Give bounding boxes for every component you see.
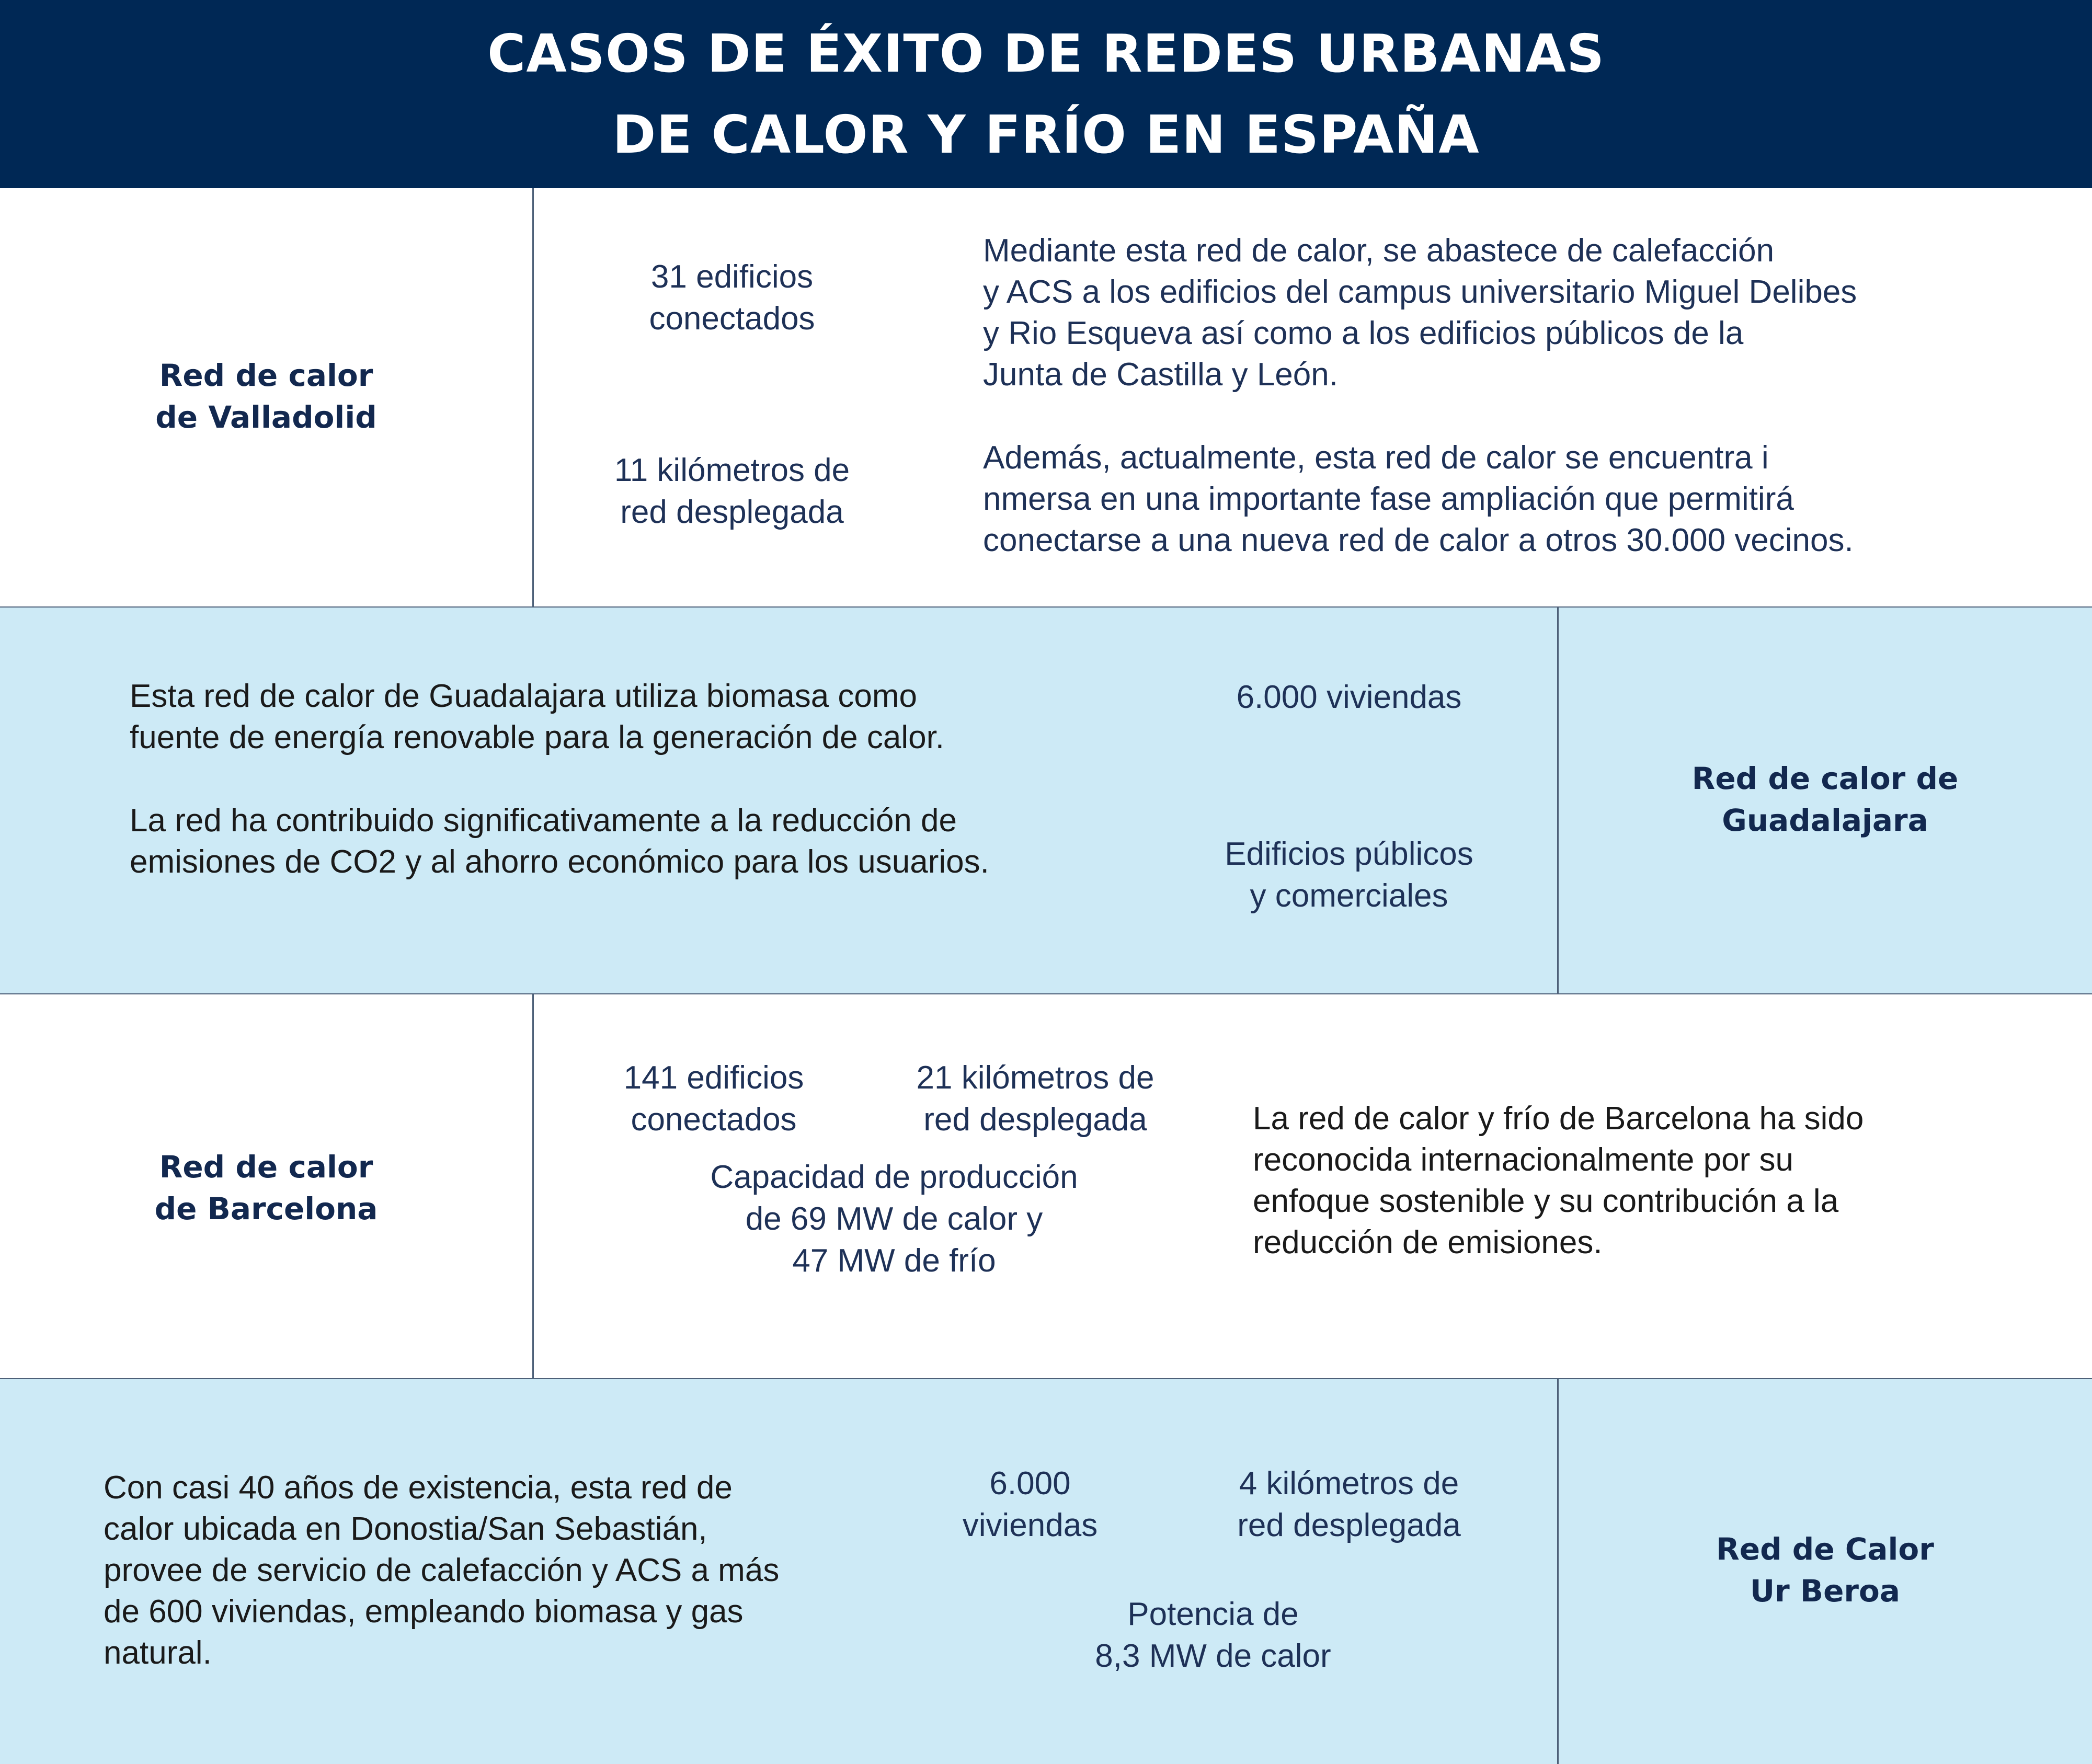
description-line: conectarse a una nueva red de calor a otros 30.000 vecinos. [983, 522, 1854, 558]
stat-line: 47 MW de frío [792, 1243, 996, 1279]
description-line: Con casi 40 años de existencia, esta red de [104, 1470, 733, 1506]
stat-dwellings [1182, 677, 1516, 718]
stat-line: Potencia de [1127, 1596, 1299, 1632]
page-title-line-1: CASOS DE ÉXITO DE REDES URBANAS [487, 23, 1605, 84]
network-name-line: de Barcelona [154, 1191, 378, 1227]
network-name-ur-beroa [1558, 1528, 2092, 1612]
stat-line: 6.000 viviendas [1236, 679, 1462, 715]
network-name-valladolid [0, 354, 532, 438]
stat-network-length [591, 450, 873, 533]
page-header [0, 0, 2092, 188]
page-title-line-2: DE CALOR Y FRÍO EN ESPAÑA [612, 104, 1480, 165]
stat-line: Capacidad de producción [710, 1159, 1078, 1195]
column-divider [532, 188, 534, 606]
section-barcelona [0, 994, 2092, 1378]
description-barcelona [1253, 1098, 1864, 1263]
description-line: de 600 viviendas, empleando biomasa y gas [104, 1594, 744, 1630]
stat-line: red desplegada [1237, 1507, 1461, 1543]
description-ur-beroa [104, 1467, 779, 1674]
description-line: calor ubicada en Donostia/San Sebastián, [104, 1511, 707, 1547]
description-line: Esta red de calor de Guadalajara utiliza biomasa como [130, 678, 918, 714]
network-name-guadalajara [1558, 758, 2092, 841]
stat-buildings-connected [586, 1057, 842, 1141]
description-paragraph [983, 230, 1857, 395]
network-name-line: Guadalajara [1722, 803, 1928, 838]
description-line: reducción de emisiones. [1253, 1224, 1603, 1261]
stat-line: 4 kilómetros de [1239, 1465, 1459, 1502]
description-guadalajara [130, 675, 989, 883]
description-line: nmersa en una importante fase ampliación que permitirá [983, 481, 1794, 517]
stat-buildings-connected [591, 256, 873, 340]
stat-line: viviendas [962, 1507, 1098, 1543]
stat-dwellings [920, 1463, 1140, 1547]
description-line: La red de calor y frío de Barcelona ha sido [1253, 1101, 1864, 1137]
network-name-line: Red de calor [159, 358, 373, 393]
description-line: emisiones de CO2 y al ahorro económico para los usuarios. [130, 844, 989, 880]
stat-line: 31 edificios [650, 259, 814, 295]
section-valladolid [0, 188, 2092, 606]
description-paragraph [130, 675, 989, 758]
description-line: La red ha contribuido significativamente a la reducción de [130, 803, 957, 839]
section-ur-beroa [0, 1379, 2092, 1764]
network-name-line: Red de calor [159, 1149, 373, 1185]
description-line: reconocida internacionalmente por su [1253, 1142, 1793, 1178]
description-line: Mediante esta red de calor, se abastece de calefacción [983, 233, 1775, 269]
stat-line: y comerciales [1250, 878, 1448, 914]
description-line: Además, actualmente, esta red de calor se encuentra i [983, 440, 1769, 476]
section-guadalajara [0, 608, 2092, 993]
stat-line: de 69 MW de calor y [745, 1201, 1043, 1237]
stat-line: 8,3 MW de calor [1095, 1638, 1331, 1674]
description-line: y ACS a los edificios del campus universitario Miguel Delibes [983, 274, 1857, 310]
stat-line: 21 kilómetros de [916, 1060, 1154, 1096]
stat-building-types [1182, 833, 1516, 917]
description-paragraph [104, 1467, 779, 1674]
description-paragraph [130, 800, 989, 883]
column-divider [532, 994, 534, 1378]
description-paragraph [1253, 1098, 1864, 1263]
stat-line: conectados [631, 1102, 797, 1138]
stat-line: red desplegada [923, 1102, 1147, 1138]
stat-line: Edificios públicos [1225, 836, 1473, 872]
stat-line: 11 kilómetros de [614, 452, 850, 488]
description-valladolid [983, 230, 1857, 561]
stat-line: conectados [649, 301, 815, 337]
description-paragraph [983, 437, 1857, 561]
stat-network-length [1187, 1463, 1511, 1547]
stat-line: 6.000 [989, 1465, 1071, 1502]
description-line: fuente de energía renovable para la generación de calor. [130, 719, 945, 755]
stat-line: 141 edificios [623, 1060, 804, 1096]
description-line: natural. [104, 1635, 212, 1671]
description-line: y Rio Esqueva así como a los edificios públicos de la [983, 315, 1744, 351]
stat-production-capacity [627, 1156, 1161, 1282]
description-line: enfoque sostenible y su contribución a la [1253, 1183, 1839, 1219]
network-name-line: Red de Calor [1716, 1531, 1934, 1567]
network-name-line: de Valladolid [155, 399, 377, 435]
stat-network-length [868, 1057, 1203, 1141]
network-name-line: Red de calor de [1691, 761, 1959, 796]
description-line: provee de servicio de calefacción y ACS a más [104, 1552, 780, 1588]
network-name-barcelona [0, 1146, 532, 1230]
stat-power [1020, 1594, 1407, 1677]
stat-line: red desplegada [620, 494, 844, 530]
network-name-line: Ur Beroa [1750, 1573, 1901, 1609]
description-line: Junta de Castilla y León. [983, 357, 1338, 393]
